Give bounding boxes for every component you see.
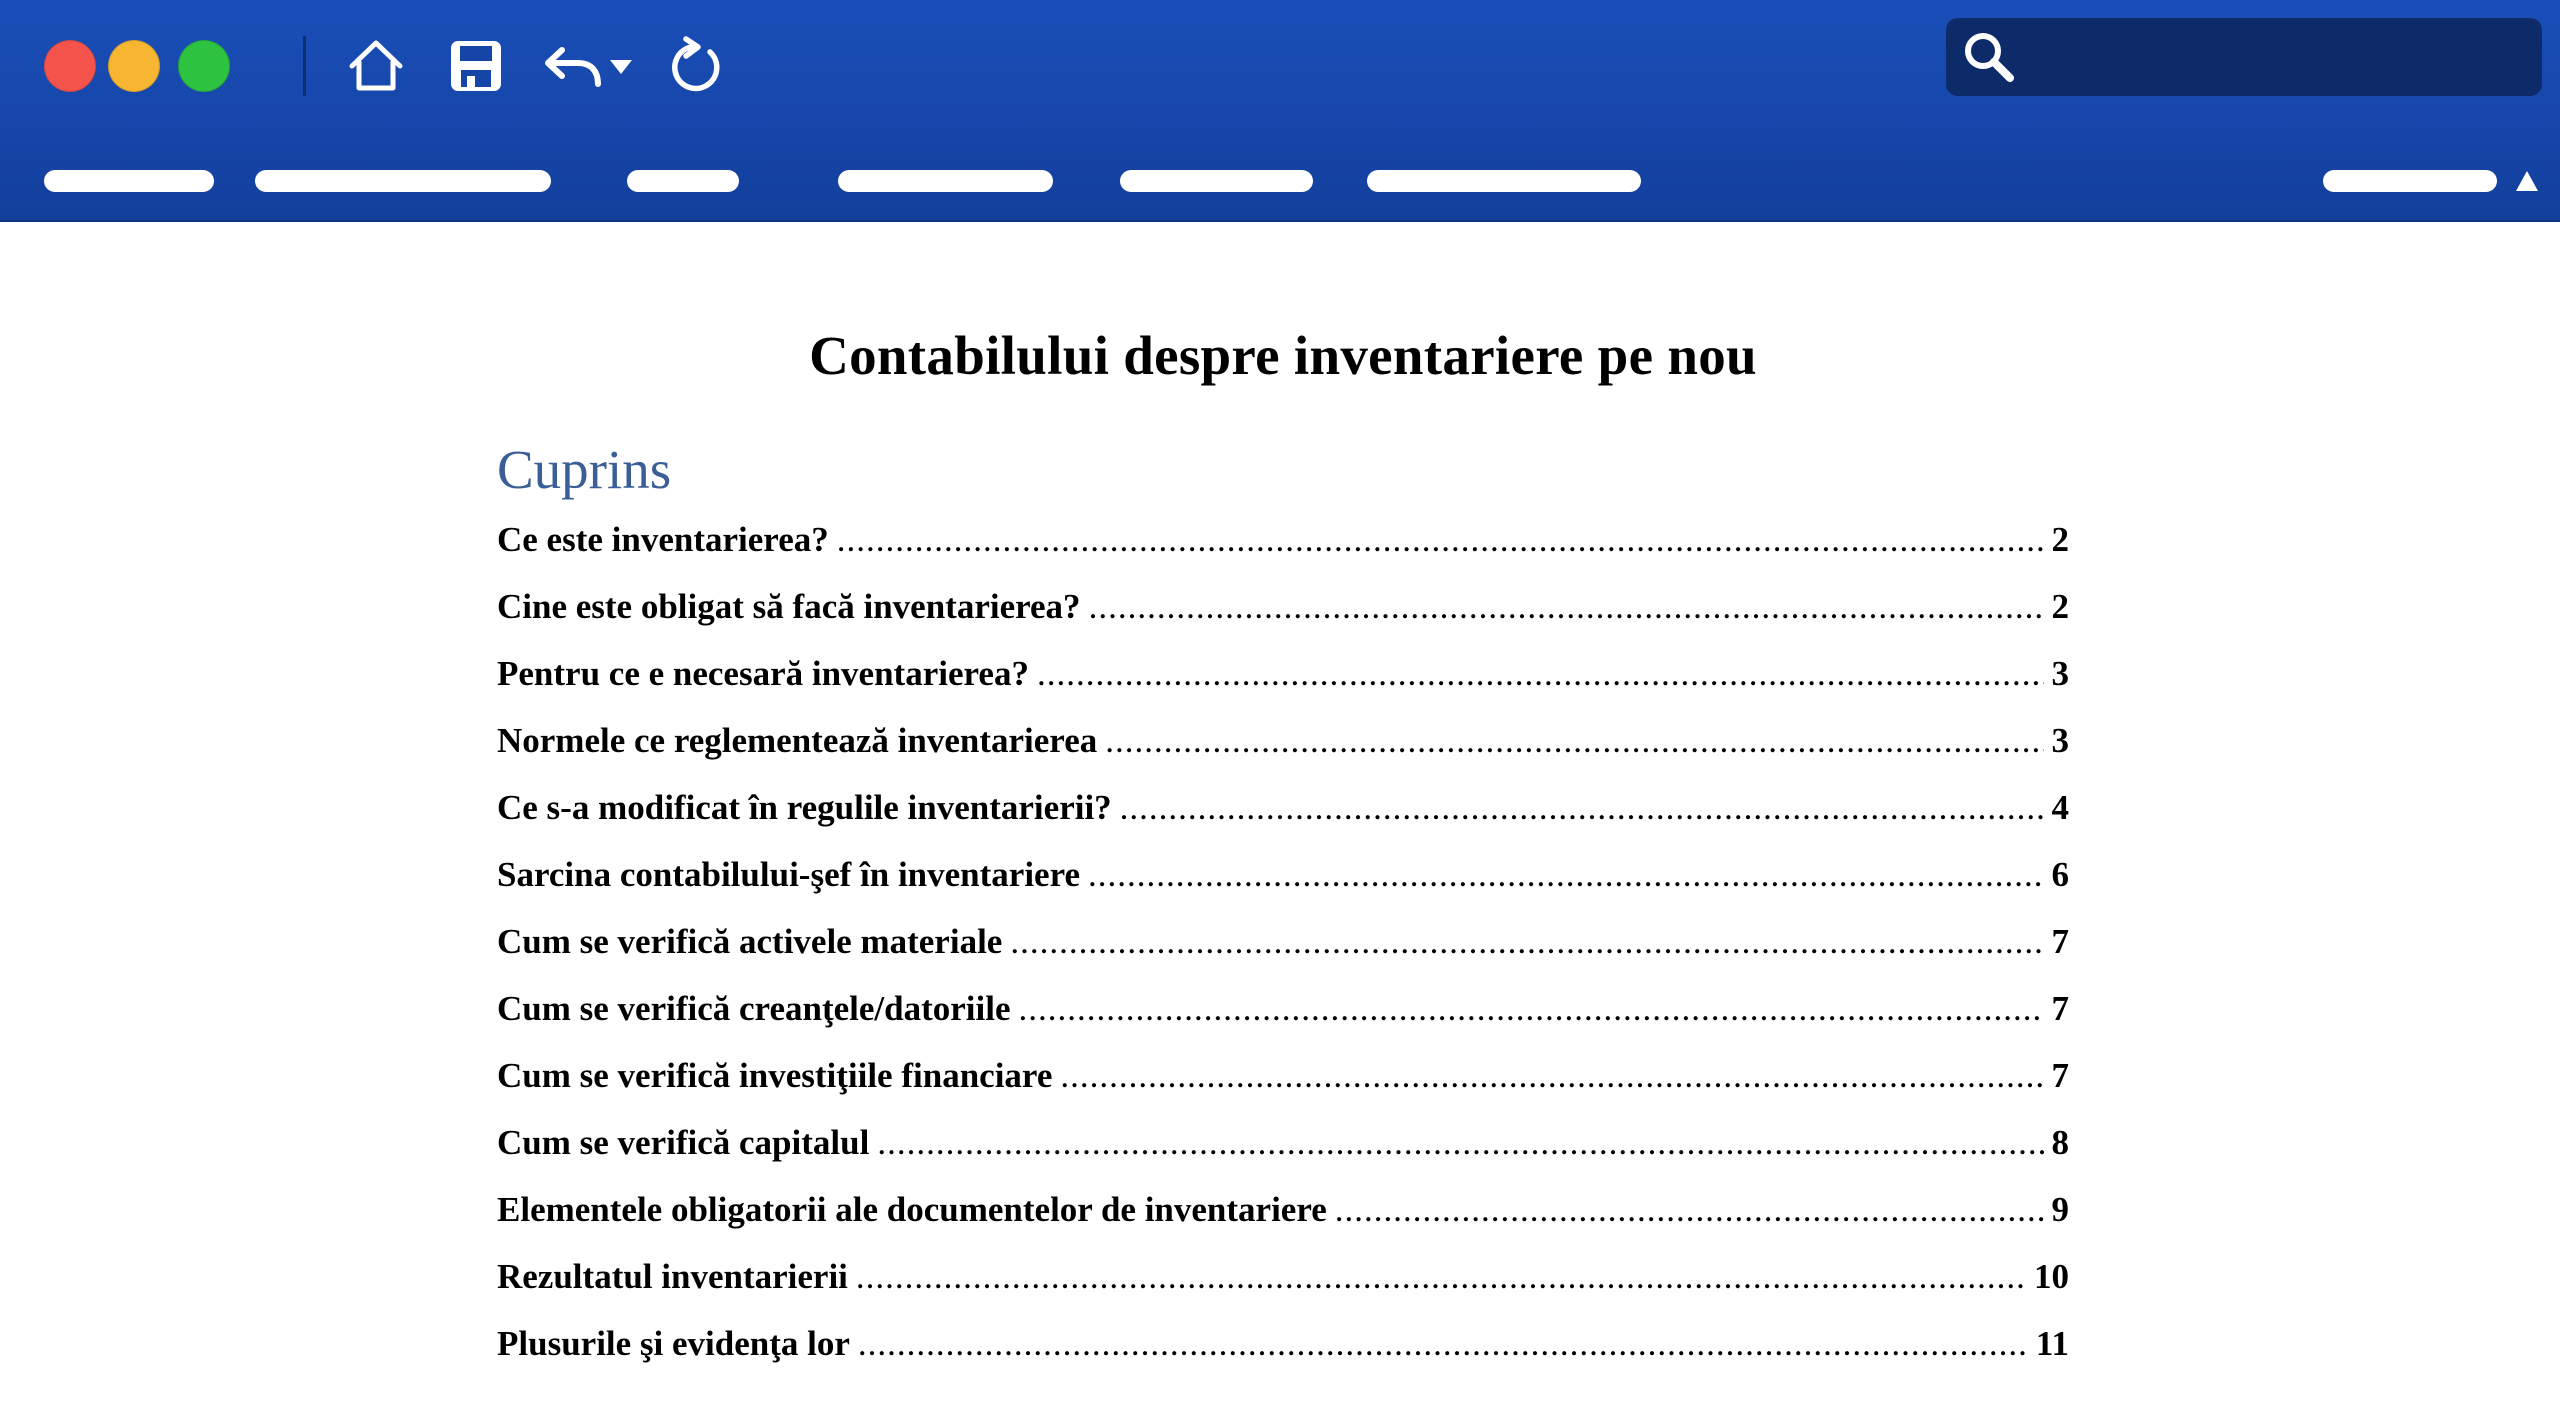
toc-entry-title: Cum se verifică capitalul xyxy=(497,1123,870,1162)
undo-icon xyxy=(542,36,608,96)
toc-entry[interactable] xyxy=(497,654,2069,721)
toc-dot-leader xyxy=(856,1257,2026,1297)
toc-entry-title: Cum se verifică creanţele/datoriile xyxy=(497,989,1011,1028)
redo-icon xyxy=(666,36,726,96)
toc-entry[interactable] xyxy=(497,1190,2069,1257)
menu-item-3[interactable] xyxy=(627,170,739,192)
toc-page-number: 8 xyxy=(2051,1123,2069,1162)
toc-entry-title: Rezultatul inventarierii xyxy=(497,1257,848,1296)
toc-entry-title: Normele ce reglementează inventarierea xyxy=(497,721,1098,760)
search-input[interactable] xyxy=(2036,28,2530,88)
save-button[interactable] xyxy=(444,30,508,102)
undo-button[interactable] xyxy=(540,30,636,102)
toc-page-number: 4 xyxy=(2051,788,2069,827)
toc-entry[interactable] xyxy=(497,855,2069,922)
toc-entry[interactable] xyxy=(497,989,2069,1056)
document-page xyxy=(0,224,2560,1404)
menu-bar xyxy=(0,160,2560,202)
toc-page-number: 2 xyxy=(2051,587,2069,626)
toc-entry[interactable] xyxy=(497,1324,2069,1391)
toc-dot-leader xyxy=(1335,1190,2044,1230)
toc-entry-title: Plusurile şi evidenţa lor xyxy=(497,1324,850,1363)
search-icon[interactable] xyxy=(1960,28,2018,86)
toc-entry[interactable] xyxy=(497,587,2069,654)
toc-dot-leader xyxy=(1088,855,2043,895)
toc-entry-title: Cine este obligat să facă inventarierea? xyxy=(497,587,1081,626)
toc-dot-leader xyxy=(877,1123,2043,1163)
menu-item-4[interactable] xyxy=(838,170,1053,192)
menu-item-5[interactable] xyxy=(1120,170,1313,192)
document-title: Contabilului despre inventariere pe nou xyxy=(809,325,1757,386)
toc-dot-leader xyxy=(1089,587,2044,627)
toc-page-number: 11 xyxy=(2035,1324,2069,1363)
redo-button[interactable] xyxy=(664,30,728,102)
menu-item-2[interactable] xyxy=(255,170,551,192)
toc-dot-leader xyxy=(858,1324,2028,1364)
toc-entry[interactable] xyxy=(497,1123,2069,1190)
toc-entry-title: Sarcina contabilului-şef în inventariere xyxy=(497,855,1081,894)
toc-entry[interactable] xyxy=(497,520,2069,587)
toc-page-number: 3 xyxy=(2051,654,2069,693)
dropdown-arrow-icon[interactable] xyxy=(608,55,634,77)
minimize-window-button[interactable] xyxy=(108,40,160,92)
toc-page-number: 7 xyxy=(2051,989,2069,1028)
toc-entry[interactable] xyxy=(497,1257,2069,1324)
toc-page-number: 3 xyxy=(2051,721,2069,760)
toc-entry-title: Ce este inventarierea? xyxy=(497,520,829,559)
toc-dot-leader xyxy=(1018,989,2043,1029)
toc-entry-title: Elementele obligatorii ale documentelor de inventariere xyxy=(497,1190,1327,1229)
toc-page-number: 6 xyxy=(2051,855,2069,894)
menu-item-1[interactable] xyxy=(44,170,214,192)
toc-page-number: 7 xyxy=(2051,922,2069,961)
maximize-window-button[interactable] xyxy=(178,40,230,92)
toc-entry-title: Cum se verifică investiţiile financiare xyxy=(497,1056,1053,1095)
toc-page-number: 2 xyxy=(2051,520,2069,559)
table-of-contents xyxy=(497,520,2069,1391)
toc-heading: Cuprins xyxy=(497,439,672,500)
toc-dot-leader xyxy=(1105,721,2043,761)
toc-entry[interactable] xyxy=(497,721,2069,788)
toc-page-number: 7 xyxy=(2051,1056,2069,1095)
home-button[interactable] xyxy=(344,30,408,102)
toolbar xyxy=(0,0,2560,222)
search-box[interactable] xyxy=(1946,18,2542,96)
toc-page-number: 10 xyxy=(2034,1257,2069,1296)
save-icon xyxy=(447,37,505,95)
toc-page-number: 9 xyxy=(2051,1190,2069,1229)
toc-entry[interactable] xyxy=(497,788,2069,855)
toc-dot-leader xyxy=(837,520,2044,560)
toc-entry[interactable] xyxy=(497,922,2069,989)
toolbar-divider xyxy=(303,36,306,96)
toc-entry-title: Ce s-a modificat în regulile inventarierii? xyxy=(497,788,1112,827)
toc-dot-leader xyxy=(1010,922,2043,962)
home-icon xyxy=(346,36,406,96)
menu-item-6[interactable] xyxy=(1367,170,1641,192)
toc-entry-title: Cum se verifică activele materiale xyxy=(497,922,1003,961)
toc-entry[interactable] xyxy=(497,1056,2069,1123)
menu-item-7[interactable] xyxy=(2323,170,2497,192)
triangle-up-icon[interactable] xyxy=(2514,168,2540,194)
toc-dot-leader xyxy=(1060,1056,2043,1096)
toc-entry-title: Pentru ce e necesară inventarierea? xyxy=(497,654,1029,693)
close-window-button[interactable] xyxy=(44,40,96,92)
toc-dot-leader xyxy=(1037,654,2044,694)
toc-dot-leader xyxy=(1120,788,2044,828)
